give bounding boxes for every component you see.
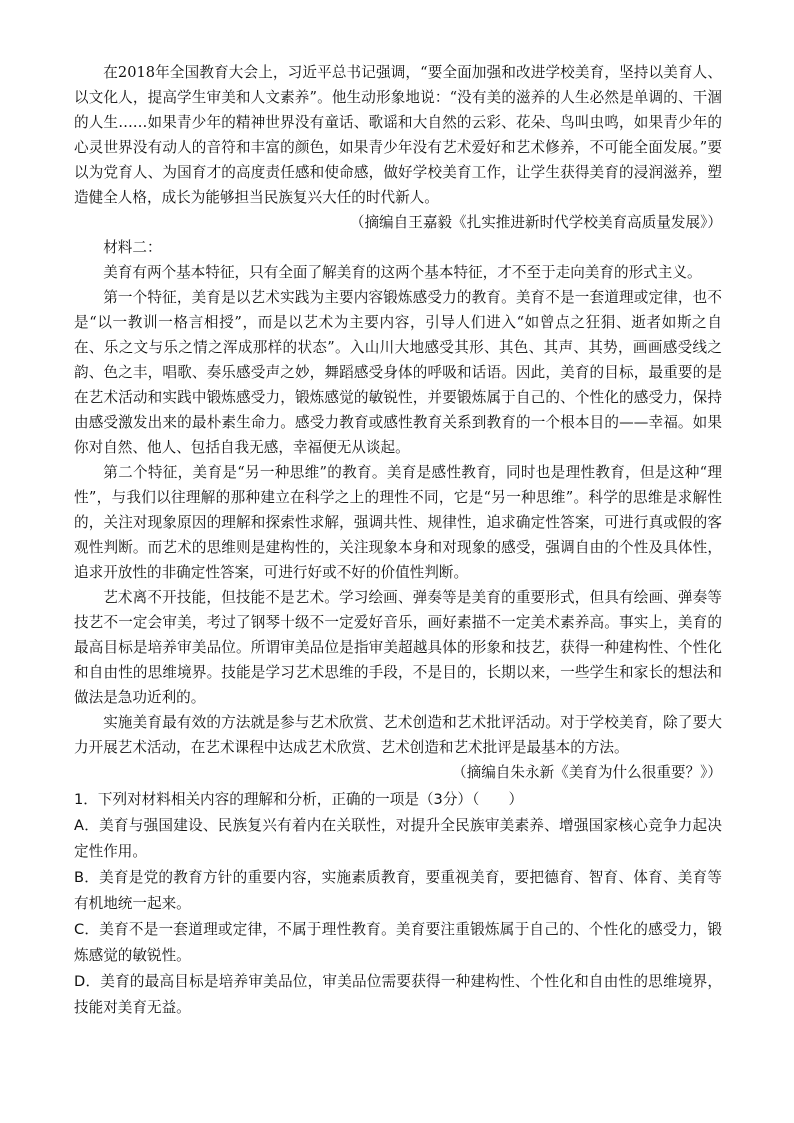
material2-label: 材料二： xyxy=(103,239,162,256)
material2-intro-paragraph: 美育有两个基本特征，只有全面了解美育的这两个基本特征，才不至于走向美育的形式主义。 xyxy=(103,264,702,281)
question-stem: 1．下列对材料相关内容的理解和分析，正确的一项是（3分）（ ） xyxy=(74,791,524,808)
option-a[interactable]: A．美育与强国建设、民族复兴有着内在关联性，对提升全民族审美素养、增强国家核心竞争力起决定性作用。 xyxy=(74,817,722,860)
method-paragraph: 实施美育最有效的方法就是参与艺术欣赏、艺术创造和艺术批评活动。对于学校美育，除了要大力开展艺术活动，在艺术课程中达成艺术欣赏、艺术创造和艺术批评是最基本的方法。 xyxy=(74,714,722,756)
first-feature-paragraph: 第一个特征，美育是以艺术实践为主要内容锻炼感受力的教育。美育不是一套道理或定律，也不是“以一教训一格言相授”，而是以艺术为主要内容，引导人们进入“如曾点之狂狷、逝者如斯之自在、乐之文与乐之情之浑成那样的状态”。入山川大地感受其形、其色、其声、其势，画画感受线之韵、色之丰，唱歌、奏乐感受声之妙，舞蹈感受身体的呼吸和话语。因此，美育的目标，最重要的是在艺术活动和实践中锻炼感受力，锻炼感觉的敏锐性，并要锻炼属于自己的、个性化的感受力，保持由感受激发出来的最朴素生命力。感受力教育或感性教育关系到教育的一个根本目的——幸福。如果你对自然、他人、包括自我无感，幸福便无从谈起。 xyxy=(74,289,722,456)
option-d[interactable]: D．美育的最高目标是培养审美品位，审美品位需要获得一种建构性、个性化和自由性的思维境界，技能对美育无益。 xyxy=(74,973,722,1016)
option-b[interactable]: B．美育是党的教育方针的重要内容，实施素质教育，要重视美育，要把德育、智育、体育、美育等有机地统一起来。 xyxy=(74,869,722,912)
option-c[interactable]: C．美育不是一套道理或定律，不属于理性教育。美育要注重锻炼属于自己的、个性化的感受力，锻炼感觉的敏锐性。 xyxy=(74,921,722,964)
material1-paragraph: 在2018年全国教育大会上，习近平总书记强调，“要全面加强和改进学校美育，坚持以美育人、以文化人，提高学生审美和人文素养”。他生动形象地说：“没有美的滋养的人生必然是单调的、干涸的人生……如果青少年的精神世界没有童话、歌谣和大自然的云彩、花朵、鸟叫虫鸣，如果青少年的心灵世界没有动人的音符和丰富的颜色，如果青少年没有艺术爱好和艺术修养，不可能全面发展。”要以为党育人、为国育才的高度责任感和使命感，做好学校美育工作，让学生获得美育的浸润滋养，塑造健全人格，成长为能够担当民族复兴大任的时代新人。 xyxy=(74,64,722,206)
material1-source: （摘编自王嘉毅《扎实推进新时代学校美育高质量发展》） xyxy=(349,214,722,231)
page-content xyxy=(74,60,722,1021)
second-feature-paragraph: 第二个特征，美育是“另一种思维”的教育。美育是感性教育，同时也是理性教育，但是这种“理性”，与我们以往理解的那种建立在科学之上的理性不同，它是“另一种思维”。科学的思维是求解性的，关注对现象原因的理解和探索性求解，强调共性、规律性，追求确定性答案，可进行真或假的客观性判断。而艺术的思维则是建构性的，关注现象本身和对现象的感受，强调自由的个性及具体性，追求开放性的非确定性答案，可进行好或不好的价值性判断。 xyxy=(74,464,722,581)
material2-source: （摘编自朱永新《美育为什么很重要？》） xyxy=(452,764,722,781)
skills-paragraph: 艺术离不开技能，但技能不是艺术。学习绘画、弹奏等是美育的重要形式，但具有绘画、弹奏等技艺不一定会审美，考过了钢琴十级不一定爱好音乐，画好素描不一定美术素养高。事实上，美育的最高目标是培养审美品位。所谓审美品位是指审美超越具体的形象和技艺，获得一种建构性、个性化和自由性的思维境界。技能是学习艺术思维的手段，不是目的，长期以来，一些学生和家长的想法和做法是急功近利的。 xyxy=(74,589,722,706)
